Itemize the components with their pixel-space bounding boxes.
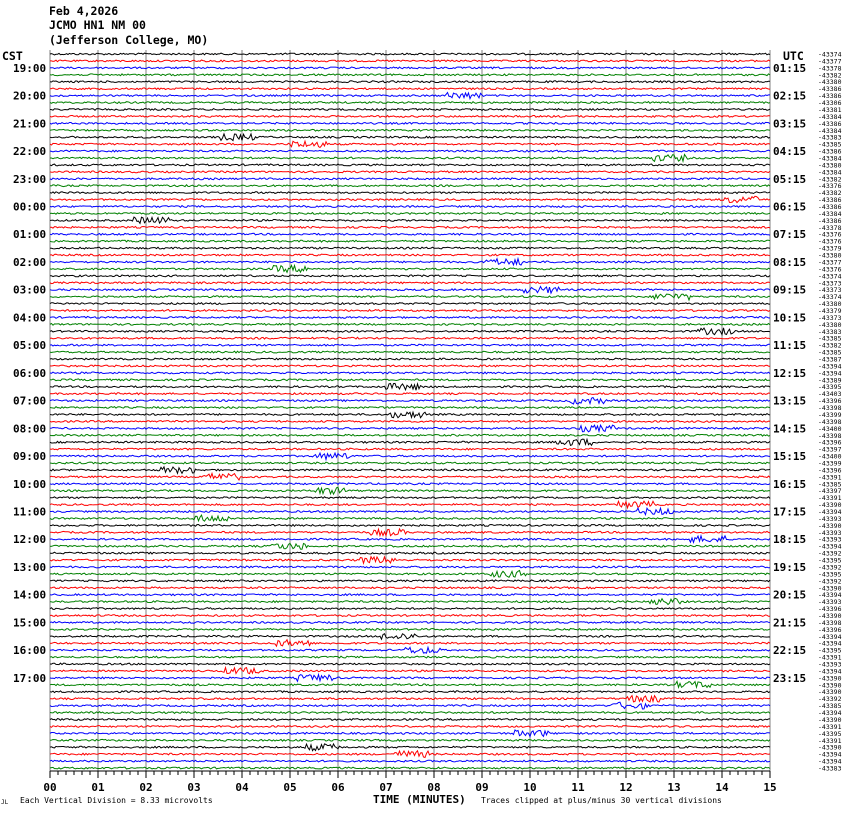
seismic-trace [50, 760, 770, 762]
clip-note: Traces clipped at plus/minus 30 vertical divisions [481, 796, 722, 805]
x-tick-label: 06 [331, 781, 345, 794]
trace-value-label: -43393 [818, 535, 842, 544]
hour-label-cst: 05:00 [13, 339, 47, 353]
hour-label-utc: 01:15 [773, 61, 807, 75]
hour-label-cst: 04:00 [13, 311, 47, 325]
seismic-trace [50, 185, 770, 187]
seismic-trace [50, 102, 770, 104]
seismic-trace [50, 467, 770, 473]
seismic-trace [50, 171, 770, 173]
trace-value-label: -43379 [818, 244, 842, 253]
seismic-trace [50, 134, 770, 141]
trace-value-label: -43385 [818, 334, 842, 343]
hour-label-cst: 23:00 [13, 172, 47, 186]
hour-label-utc: 14:15 [773, 422, 807, 436]
seismic-trace [50, 640, 770, 647]
seismic-trace [50, 317, 770, 319]
x-tick-label: 15 [763, 781, 777, 794]
trace-value-label: -43386 [818, 92, 842, 101]
hour-label-utc: 12:15 [773, 366, 807, 380]
trace-value-label: -43403 [818, 390, 842, 399]
trace-value-label: -43393 [818, 598, 842, 607]
hour-label-utc: 05:15 [773, 172, 807, 186]
hour-label-utc: 18:15 [773, 533, 807, 547]
seismic-trace [50, 739, 770, 741]
trace-value-label: -43397 [818, 445, 842, 454]
seismic-trace [50, 206, 770, 208]
trace-value-label: -43380 [818, 251, 842, 260]
trace-value-label: -43400 [818, 452, 842, 461]
seismic-trace [50, 60, 770, 62]
seismic-trace [50, 730, 770, 737]
seismic-trace [50, 712, 770, 714]
x-tick-label: 08 [427, 781, 441, 794]
trace-value-label: -43377 [818, 258, 842, 267]
trace-value-label: -43376 [818, 182, 842, 191]
seismic-trace [50, 109, 770, 111]
trace-value-label: -43392 [818, 563, 842, 572]
trace-value-label: -43394 [818, 508, 842, 516]
x-tick-label: 13 [667, 781, 681, 794]
trace-value-label: -43384 [818, 112, 842, 121]
cst-axis-label: CST [2, 49, 23, 63]
seismic-trace [50, 275, 770, 277]
seismic-trace [50, 439, 770, 445]
trace-value-label: -43382 [818, 175, 842, 184]
trace-value-label: -43380 [818, 300, 842, 309]
seismic-trace [50, 337, 770, 339]
hour-label-cst: 14:00 [13, 588, 47, 602]
seismic-trace [50, 88, 770, 90]
seismic-trace [50, 393, 770, 395]
date-label: Feb 4,2026 [49, 4, 119, 18]
trace-value-label: -43390 [818, 716, 842, 724]
seismic-trace [50, 155, 770, 162]
seismic-trace [50, 217, 770, 223]
seismic-trace [50, 178, 770, 180]
hour-label-utc: 21:15 [773, 616, 807, 630]
seismic-trace [50, 141, 770, 147]
seismic-trace [50, 328, 770, 335]
seismic-trace [50, 543, 770, 549]
trace-value-label: -43394 [818, 632, 842, 641]
hour-label-cst: 22:00 [13, 145, 47, 158]
hour-label-utc: 20:15 [773, 588, 807, 602]
hour-label-cst: 06:00 [13, 366, 47, 380]
hour-label-utc: 13:15 [773, 394, 807, 408]
seismic-trace [50, 150, 770, 152]
trace-value-label: -43306 [818, 99, 842, 107]
hour-label-utc: 07:15 [773, 228, 807, 242]
trace-value-label: -43385 [818, 480, 842, 489]
scale-note: Each Vertical Division = 8.33 microvolts [20, 796, 213, 805]
trace-value-label: -43392 [818, 695, 842, 704]
trace-value-label: -43394 [818, 750, 842, 759]
seismic-trace [50, 566, 770, 568]
seismic-trace [50, 598, 770, 604]
seismic-trace [50, 744, 770, 751]
seismic-trace [50, 483, 770, 485]
trace-value-label: -43394 [818, 369, 842, 378]
trace-value-label: -43392 [818, 549, 842, 558]
seismic-trace [50, 622, 770, 624]
seismic-trace [50, 421, 770, 423]
seismic-trace [50, 497, 770, 499]
seismic-trace [50, 407, 770, 409]
seismic-trace [50, 116, 770, 118]
trace-value-label: -43382 [818, 189, 842, 198]
trace-value-label: -43384 [818, 154, 842, 163]
trace-value-label: -43396 [818, 605, 842, 614]
trace-value-label: -43384 [818, 126, 842, 135]
x-axis-title: TIME (MINUTES) [373, 793, 466, 806]
x-tick-label: 07 [379, 781, 393, 794]
trace-value-label: -43395 [818, 570, 842, 579]
hour-label-utc: 15:15 [773, 450, 807, 464]
seismic-trace [50, 303, 770, 305]
trace-value-label: -43394 [818, 639, 842, 648]
seismic-trace [50, 196, 770, 202]
x-tick-label: 01 [91, 781, 105, 794]
hour-label-utc: 22:15 [773, 644, 807, 658]
hour-label-utc: 16:15 [773, 477, 807, 491]
trace-value-label: -43394 [818, 667, 842, 676]
seismic-trace [50, 448, 770, 450]
x-tick-label: 09 [475, 781, 489, 794]
hour-label-cst: 19:00 [13, 61, 47, 75]
hour-label-utc: 02:15 [773, 89, 807, 103]
trace-value-label: -43390 [818, 612, 842, 620]
hour-label-utc: 04:15 [773, 145, 807, 158]
trace-value-label: -43396 [818, 466, 842, 475]
hour-label-cst: 13:00 [13, 561, 47, 574]
seismic-trace [50, 681, 770, 687]
trace-value-label: -43373 [818, 286, 842, 295]
trace-value-label: -43391 [818, 722, 842, 731]
seismic-trace [50, 129, 770, 131]
hour-label-utc: 17:15 [773, 505, 807, 519]
trace-value-label: -43391 [818, 736, 842, 745]
x-tick-label: 12 [619, 781, 633, 794]
trace-value-label: -43385 [818, 348, 842, 357]
trace-value-label: -43399 [818, 411, 842, 419]
hour-label-cst: 15:00 [13, 616, 47, 630]
seismic-trace [50, 192, 770, 194]
seismic-trace [50, 474, 770, 481]
seismic-trace [50, 594, 770, 596]
seismic-trace [50, 310, 770, 312]
trace-value-label: -43398 [818, 404, 842, 412]
hour-label-cst: 08:00 [13, 422, 47, 436]
x-tick-label: 00 [43, 781, 57, 794]
trace-value-label: -43394 [818, 362, 842, 371]
seismic-trace [50, 379, 770, 381]
trace-value-label: -43395 [818, 556, 842, 565]
seismic-trace [50, 462, 770, 464]
utc-axis-label: UTC [783, 49, 804, 63]
trace-value-label: -43390 [818, 681, 842, 690]
seismic-trace [50, 615, 770, 617]
trace-value-label: -43376 [818, 237, 842, 246]
location-label: (Jefferson College, MO) [49, 33, 209, 47]
trace-value-label: -43373 [818, 313, 842, 322]
trace-value-label: -43396 [818, 397, 842, 406]
x-tick-label: 05 [283, 781, 297, 794]
seismic-trace [50, 529, 770, 536]
seismic-trace [50, 164, 770, 166]
trace-value-label: -43378 [818, 223, 842, 232]
hour-label-cst: 01:00 [13, 228, 47, 242]
seismic-trace [50, 696, 770, 702]
corner-mark: JL [1, 799, 9, 806]
trace-value-label: -43400 [818, 424, 842, 433]
trace-value-label: -43390 [818, 501, 842, 510]
trace-value-label: -43374 [818, 50, 842, 59]
seismic-trace [50, 571, 770, 578]
x-tick-label: 02 [139, 781, 153, 794]
seismic-trace [50, 226, 770, 228]
seismic-trace [50, 425, 770, 432]
trace-value-label: -43390 [818, 584, 842, 593]
trace-value-label: -43386 [818, 85, 842, 94]
hour-label-utc: 08:15 [773, 256, 807, 269]
trace-value-label: -43395 [818, 729, 842, 738]
seismic-trace [50, 726, 770, 728]
hour-label-cst: 00:00 [13, 200, 47, 214]
trace-value-label: -43385 [818, 702, 842, 711]
x-tick-label: 14 [715, 781, 729, 794]
seismic-trace [50, 294, 770, 300]
seismic-trace [50, 74, 770, 76]
trace-value-label: -43393 [818, 660, 842, 669]
hour-label-utc: 06:15 [773, 200, 807, 214]
trace-value-label: -43389 [818, 376, 842, 385]
seismic-trace [50, 233, 770, 235]
trace-value-label: -43377 [818, 57, 842, 66]
seismic-trace [50, 487, 770, 494]
trace-value-label: -43396 [818, 438, 842, 447]
trace-value-label: -43380 [818, 320, 842, 329]
trace-value-label: -43390 [818, 674, 842, 683]
seismic-trace [50, 372, 770, 374]
hour-label-cst: 17:00 [13, 671, 47, 685]
x-tick-label: 10 [523, 781, 537, 794]
trace-value-label: -43383 [818, 133, 842, 142]
seismic-trace [50, 240, 770, 242]
station-label: JCMO HN1 NM 00 [49, 18, 146, 32]
hour-label-cst: 21:00 [13, 117, 47, 131]
trace-value-label: -43393 [818, 514, 842, 523]
seismic-trace [50, 751, 770, 758]
trace-value-label: -43386 [818, 216, 842, 225]
seismic-trace [50, 254, 770, 256]
trace-value-label: -43386 [818, 147, 842, 156]
hour-label-utc: 19:15 [773, 561, 807, 574]
trace-value-label: -43376 [818, 230, 842, 239]
seismic-trace [50, 351, 770, 353]
trace-value-label: -43390 [818, 521, 842, 530]
trace-value-label: -43382 [818, 341, 842, 350]
trace-value-label: -43379 [818, 307, 842, 315]
seismic-trace [50, 525, 770, 527]
seismic-trace [50, 383, 770, 390]
trace-value-label: -43386 [818, 196, 842, 205]
seismic-trace [50, 587, 770, 589]
trace-value-label: -43394 [818, 542, 842, 551]
seismic-trace [50, 453, 770, 459]
trace-value-label: -43382 [818, 71, 842, 80]
seismic-trace [50, 552, 770, 554]
x-tick-label: 11 [571, 781, 585, 794]
trace-value-label: -43398 [818, 431, 842, 440]
trace-value-label: -43384 [818, 168, 842, 177]
hour-label-cst: 02:00 [13, 256, 47, 269]
hour-label-utc: 23:15 [773, 671, 807, 685]
seismic-trace [50, 287, 770, 294]
trace-value-label: -43391 [818, 494, 842, 503]
seismic-trace [50, 247, 770, 249]
seismic-trace [50, 259, 770, 265]
seismic-trace [50, 767, 770, 769]
trace-value-label: -43394 [818, 757, 842, 766]
seismic-trace [50, 702, 770, 709]
seismic-trace [50, 213, 770, 215]
trace-value-label: -43381 [818, 106, 842, 114]
trace-value-label: -43380 [818, 78, 842, 87]
seismic-trace [50, 691, 770, 693]
seismic-trace [50, 53, 770, 55]
hour-label-utc: 10:15 [773, 311, 807, 325]
seismic-trace [50, 122, 770, 124]
seismic-trace [50, 634, 770, 640]
seismic-trace [50, 501, 770, 508]
hour-label-utc: 03:15 [773, 117, 807, 131]
seismic-trace [50, 663, 770, 665]
trace-value-label: -43391 [818, 473, 842, 482]
seismic-trace [50, 93, 770, 99]
seismic-trace [50, 580, 770, 582]
trace-value-label: -43394 [818, 591, 842, 600]
seismic-trace [50, 358, 770, 360]
hour-label-cst: 11:00 [13, 505, 47, 519]
trace-value-label: -43399 [818, 459, 842, 468]
trace-value-label: -43386 [818, 203, 842, 211]
seismic-trace [50, 398, 770, 405]
trace-value-label: -43384 [818, 209, 842, 218]
hour-label-utc: 09:15 [773, 283, 807, 297]
seismic-trace [50, 434, 770, 436]
seismic-trace [50, 629, 770, 631]
trace-value-label: -43383 [818, 764, 842, 773]
hour-label-cst: 12:00 [13, 533, 47, 547]
seismic-trace [50, 656, 770, 658]
trace-value-label: -43391 [818, 653, 842, 662]
trace-value-label: -43378 [818, 64, 842, 73]
trace-value-label: -43374 [818, 293, 842, 302]
seismic-trace [50, 67, 770, 69]
seismic-trace [50, 81, 770, 83]
hour-label-cst: 16:00 [13, 644, 47, 658]
seismic-trace [50, 265, 770, 272]
trace-value-label: -43397 [818, 487, 842, 496]
seismic-trace [50, 719, 770, 721]
trace-value-label: -43396 [818, 625, 842, 634]
trace-value-label: -43390 [818, 743, 842, 752]
trace-value-label: -43395 [818, 646, 842, 655]
trace-value-label: -43392 [818, 577, 842, 586]
trace-value-label: -43387 [818, 355, 842, 364]
hour-label-cst: 09:00 [13, 450, 47, 464]
seismic-trace [50, 515, 770, 521]
seismic-trace [50, 675, 770, 682]
hour-label-cst: 10:00 [13, 477, 47, 491]
seismic-trace [50, 647, 770, 653]
x-tick-label: 04 [235, 781, 249, 794]
trace-value-label: -43386 [818, 119, 842, 128]
seismic-trace [50, 536, 770, 543]
hour-label-cst: 03:00 [13, 283, 47, 297]
hour-label-cst: 20:00 [13, 89, 47, 103]
trace-value-label: -43373 [818, 279, 842, 288]
seismic-trace [50, 557, 770, 564]
seismic-trace [50, 282, 770, 284]
x-tick-label: 03 [187, 781, 201, 794]
trace-value-label: -43393 [818, 528, 842, 537]
trace-value-label: -43395 [818, 383, 842, 392]
trace-value-label: -43394 [818, 709, 842, 717]
trace-value-label: -43398 [818, 417, 842, 426]
seismic-trace [50, 508, 770, 515]
seismic-trace [50, 324, 770, 326]
trace-value-label: -43376 [818, 265, 842, 274]
seismic-trace [50, 608, 770, 610]
hour-label-utc: 11:15 [773, 339, 807, 353]
trace-value-label: -43374 [818, 272, 842, 281]
hour-label-cst: 07:00 [13, 394, 47, 408]
trace-value-label: -43390 [818, 688, 842, 697]
seismic-trace [50, 668, 770, 674]
trace-value-label: -43385 [818, 140, 842, 149]
trace-value-label: -43398 [818, 618, 842, 627]
seismic-trace [50, 412, 770, 418]
trace-value-label: -43383 [818, 327, 842, 336]
seismic-trace [50, 344, 770, 346]
trace-value-label: -43380 [818, 161, 842, 170]
seismic-trace [50, 365, 770, 367]
